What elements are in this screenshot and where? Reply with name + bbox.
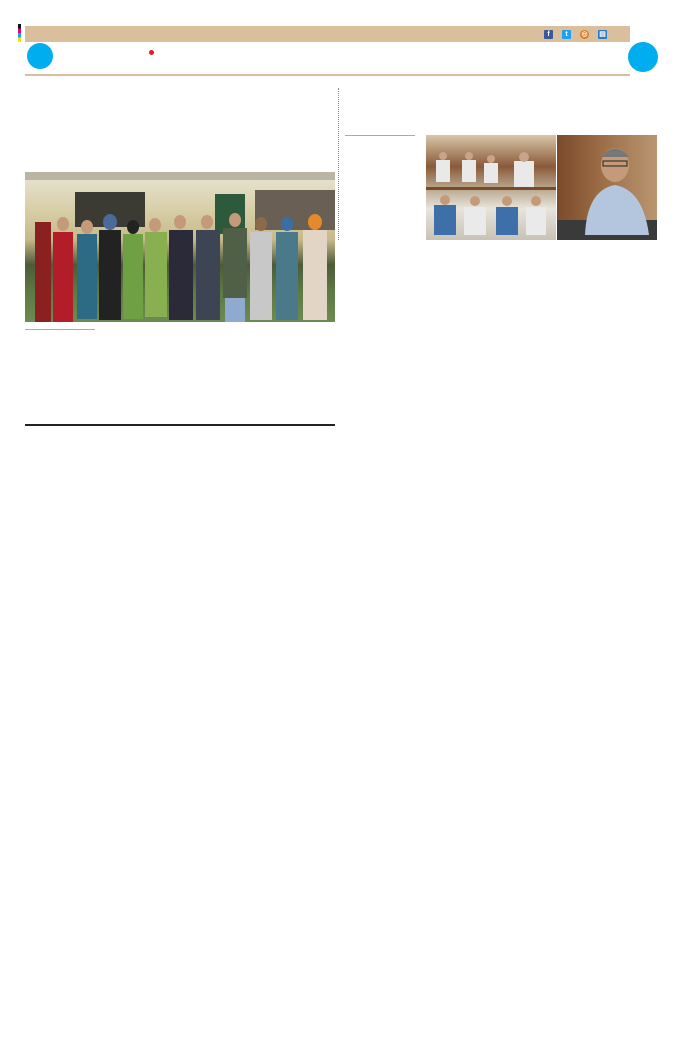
- article-jjm-col-4: [585, 244, 657, 305]
- twitter-icon: t: [562, 30, 571, 39]
- article-tashi-col-3: [184, 332, 255, 418]
- page-number: [628, 42, 658, 72]
- globe-icon: ◎: [581, 30, 588, 38]
- photo-tashi-group: [25, 172, 335, 322]
- article-tashi-col-1: [25, 338, 96, 418]
- article-jjm-col-1: [345, 144, 416, 305]
- logo-dot: [149, 50, 154, 55]
- social-link-twitter[interactable]: [562, 29, 574, 39]
- logo-badge: [27, 43, 53, 69]
- portrait-photo: [557, 135, 657, 240]
- section-divider: [25, 424, 335, 426]
- epaper-icon: ▤: [599, 30, 606, 38]
- article-tashi-col-4: [263, 332, 335, 418]
- social-link-facebook[interactable]: [544, 29, 556, 39]
- masthead-divider: [25, 74, 630, 76]
- article-tashi-col-2: [104, 332, 175, 418]
- byline-tashi: [25, 328, 95, 330]
- social-link-website[interactable]: [580, 29, 592, 39]
- column-divider: [338, 88, 339, 240]
- meeting-photo-people: [426, 135, 556, 240]
- facebook-icon: f: [544, 30, 553, 39]
- social-links-bar: [25, 26, 630, 42]
- group-photo-people: [25, 172, 335, 322]
- article-jjm-col-3: [506, 244, 578, 305]
- cmyk-registration-strip: [18, 24, 21, 42]
- social-link-epaper[interactable]: [598, 29, 610, 39]
- article-jjm-col-2: [426, 244, 498, 305]
- photo-jjm-meeting: [426, 135, 556, 240]
- photo-chief-secretary: [557, 135, 657, 240]
- byline-jjm: [345, 134, 415, 136]
